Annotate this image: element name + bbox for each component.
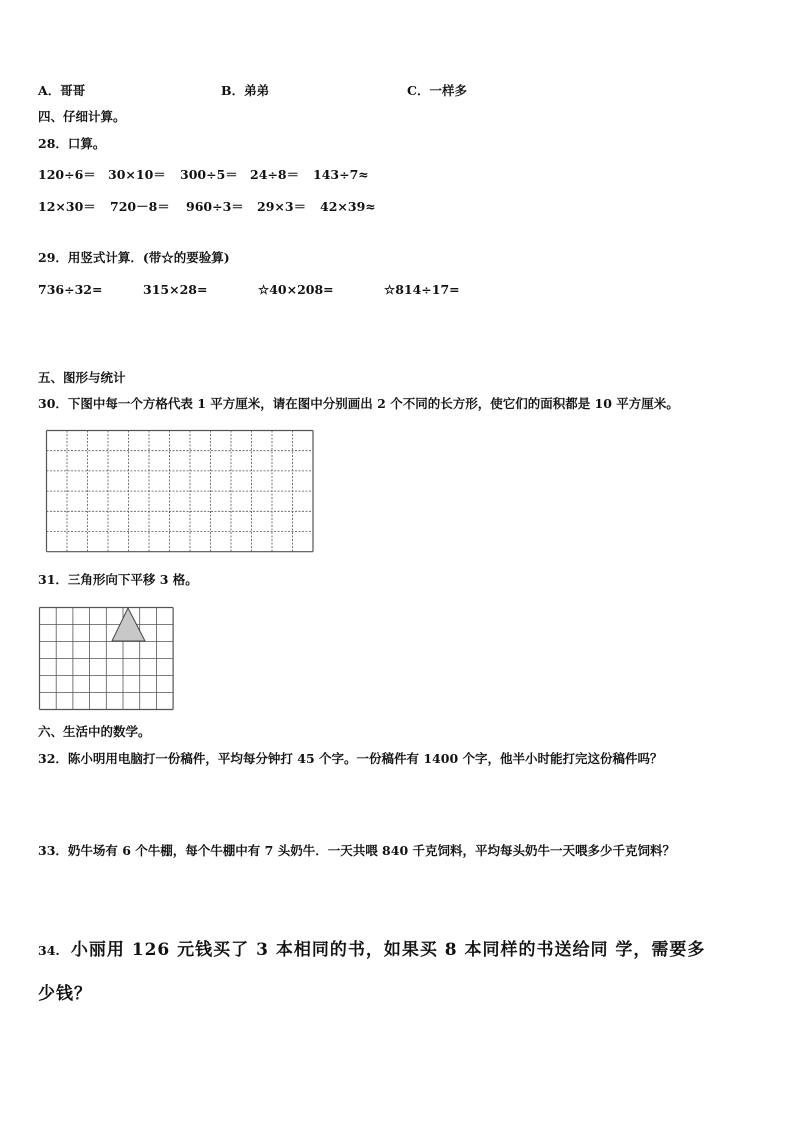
q29-item: ☆814÷17= bbox=[384, 282, 460, 297]
q28-item: 29×3＝ bbox=[257, 199, 307, 214]
q28-item: 24÷8＝ bbox=[250, 167, 300, 182]
q28-item: 143÷7≈ bbox=[313, 167, 369, 182]
q29-item: 315×28= bbox=[143, 282, 208, 297]
q28-item: 960÷3＝ bbox=[186, 199, 244, 214]
q28-item: 12×30＝ bbox=[38, 199, 96, 214]
choice-b: B．弟弟 bbox=[221, 83, 270, 98]
q29-label: 29．用竖式计算．(带☆的要验算) bbox=[38, 250, 230, 265]
q32-text: 32．陈小明用电脑打一份稿件，平均每分钟打 45 个字。一份稿件有 1400 个字，他半小时能打完这份稿件吗？ bbox=[38, 751, 663, 766]
grid-lines bbox=[47, 431, 314, 552]
q29-item: ☆40×208= bbox=[258, 282, 334, 297]
q30-grid bbox=[46, 430, 314, 553]
q31-text: 31．三角形向下平移 3 格。 bbox=[38, 572, 198, 587]
q28-item: 300÷5＝ bbox=[180, 167, 238, 182]
choice-c: C．一样多 bbox=[407, 83, 467, 98]
q34-text-line1: 小丽用 126 元钱买了 3 本相同的书，如果买 8 本同样的书送给同 学，需要多 bbox=[70, 940, 706, 960]
choice-a: A．哥哥 bbox=[38, 83, 86, 98]
q28-item: 42×39≈ bbox=[320, 199, 376, 214]
q31-grid bbox=[39, 607, 174, 711]
section-4-title: 四、仔细计算。 bbox=[38, 109, 126, 124]
grid-lines bbox=[40, 608, 174, 710]
q29-item: 736÷32= bbox=[38, 282, 103, 297]
q28-item: 720－8＝ bbox=[110, 199, 170, 214]
q34-line1 bbox=[38, 938, 705, 962]
q34-number: 34. bbox=[38, 943, 60, 958]
q28-label: 28．口算。 bbox=[38, 136, 106, 151]
q33-text: 33．奶牛场有 6 个牛棚，每个牛棚中有 7 头奶牛．一天共喂 840 千克饲料，平均每头奶牛一天喂多少千克饲料？ bbox=[38, 843, 675, 858]
q30-text: 30．下图中每一个方格代表 1 平方厘米，请在图中分别画出 2 个不同的长方形，使它们的面积都是 10 平方厘米。 bbox=[38, 396, 679, 411]
section-6-title: 六、生活中的数学。 bbox=[38, 724, 151, 739]
q28-item: 30×10＝ bbox=[108, 167, 166, 182]
q28-item: 120÷6＝ bbox=[38, 167, 96, 182]
section-5-title: 五、图形与统计 bbox=[38, 370, 126, 385]
q34-text-line2: 少钱？ bbox=[38, 984, 92, 1004]
